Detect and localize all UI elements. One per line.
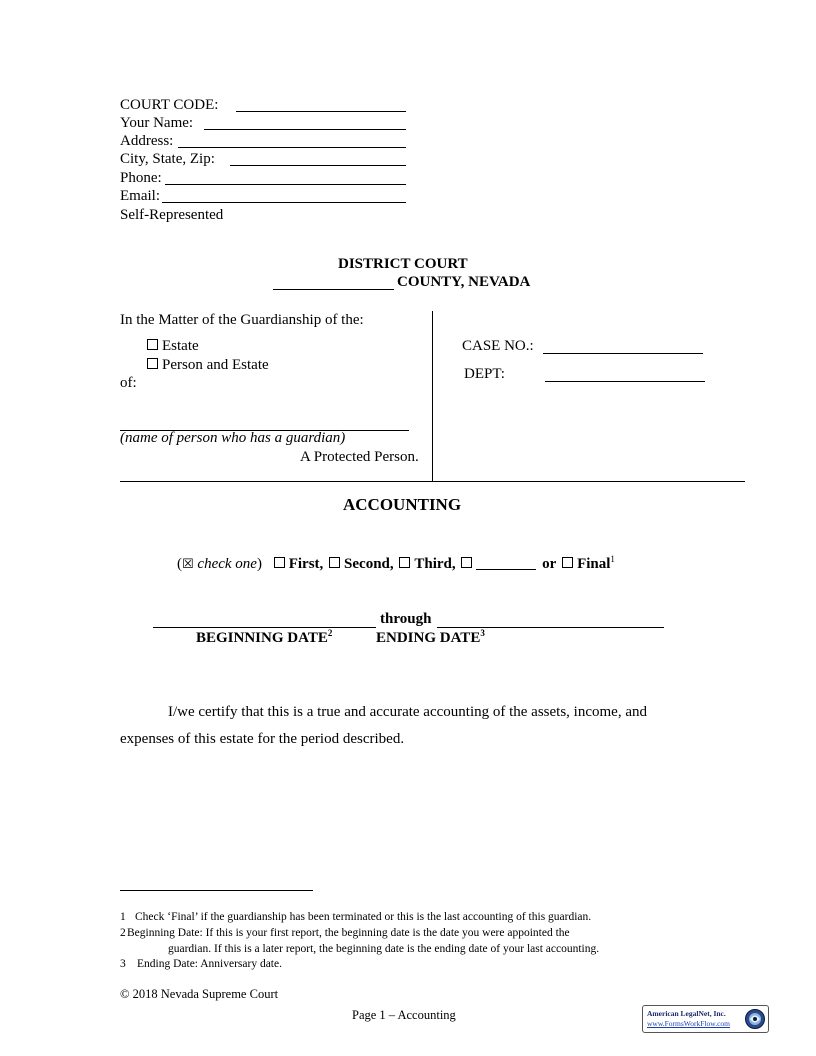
third-checkbox[interactable] bbox=[399, 557, 410, 568]
final-label: Final bbox=[577, 556, 611, 572]
self-represented-label: Self-Represented bbox=[120, 207, 224, 223]
estate-label: Estate bbox=[162, 338, 199, 354]
estate-option[interactable] bbox=[147, 337, 199, 355]
second-checkbox[interactable] bbox=[329, 557, 340, 568]
court-code-line[interactable] bbox=[236, 111, 406, 112]
footnote-3-text: Ending Date: Anniversary date. bbox=[137, 958, 282, 970]
ending-date-text: ENDING DATE bbox=[376, 630, 481, 646]
checked-box-icon: ☒ bbox=[182, 557, 194, 572]
your-name-line[interactable] bbox=[204, 129, 406, 130]
dept-line[interactable] bbox=[545, 381, 705, 382]
email-line[interactable] bbox=[162, 202, 406, 203]
person-estate-checkbox[interactable] bbox=[147, 358, 158, 369]
caption-divider-horizontal bbox=[120, 481, 745, 482]
other-blank-line[interactable] bbox=[476, 557, 536, 570]
ending-date-label bbox=[376, 629, 485, 647]
beginning-date-line[interactable] bbox=[153, 627, 376, 628]
footnote-1-number: 1 bbox=[120, 911, 126, 923]
legalnet-logo[interactable] bbox=[642, 1005, 769, 1033]
close-paren: ) bbox=[256, 556, 262, 572]
second-label: Second, bbox=[344, 556, 394, 572]
court-code-label: COURT CODE: bbox=[120, 97, 219, 113]
footnote-3 bbox=[120, 957, 282, 971]
protected-person-text: A Protected Person. bbox=[300, 449, 419, 465]
beginning-footnote-ref: 2 bbox=[327, 628, 333, 638]
person-estate-label: Person and Estate bbox=[162, 357, 269, 373]
phone-line[interactable] bbox=[165, 184, 406, 185]
city-state-zip-line[interactable] bbox=[230, 165, 406, 166]
city-state-zip-label: City, State, Zip: bbox=[120, 151, 215, 167]
page-number-text: Page 1 – Accounting bbox=[352, 1008, 456, 1022]
first-label: First, bbox=[288, 556, 324, 572]
other-checkbox[interactable] bbox=[461, 557, 472, 568]
county-line[interactable] bbox=[273, 289, 394, 290]
check-one-text: check one bbox=[193, 556, 257, 572]
your-name-label: Your Name: bbox=[120, 115, 194, 131]
certify-line-2: expenses of this estate for the period described. bbox=[120, 731, 405, 747]
copyright-text: © 2018 Nevada Supreme Court bbox=[120, 987, 279, 1001]
footnote-1-text: Check ‘Final’ if the guardianship has been terminated or this is the last accounting of this guardian. bbox=[135, 911, 592, 923]
footnote-separator bbox=[120, 890, 313, 891]
guardianship-matter-text: In the Matter of the Guardianship of the: bbox=[120, 312, 364, 328]
logo-company-text: American LegalNet, Inc. bbox=[647, 1009, 726, 1018]
third-label: Third, bbox=[414, 556, 456, 572]
final-checkbox[interactable] bbox=[562, 557, 573, 568]
dept-label: DEPT: bbox=[464, 366, 505, 382]
logo-globe-icon bbox=[744, 1008, 766, 1030]
beginning-date-text: BEGINNING DATE bbox=[196, 630, 328, 646]
case-no-label: CASE NO.: bbox=[462, 338, 534, 354]
final-footnote-ref: 1 bbox=[610, 554, 615, 564]
footnote-1 bbox=[120, 910, 591, 924]
open-paren: ( bbox=[177, 556, 182, 572]
footnote-2 bbox=[120, 926, 570, 940]
footnote-3-number: 3 bbox=[120, 958, 126, 970]
phone-label: Phone: bbox=[120, 170, 162, 186]
logo-url-text: www.FormsWorkFlow.com bbox=[647, 1019, 731, 1028]
county-nevada-heading: COUNTY, NEVADA bbox=[397, 274, 531, 290]
ending-date-line[interactable] bbox=[437, 627, 664, 628]
district-court-heading: DISTRICT COURT bbox=[338, 256, 468, 272]
certify-line-1: I/we certify that this is a true and accurate accounting of the assets, income, and bbox=[168, 704, 647, 720]
footnote-2-number: 2 bbox=[120, 927, 126, 939]
beginning-date-label bbox=[196, 629, 332, 647]
person-estate-option[interactable] bbox=[147, 356, 269, 374]
estate-checkbox[interactable] bbox=[147, 339, 158, 350]
document-title: ACCOUNTING bbox=[343, 495, 462, 514]
email-label: Email: bbox=[120, 188, 160, 204]
footnote-2-text-a: Beginning Date: If this is your first report, the beginning date is the date you were appointed the bbox=[127, 927, 570, 939]
or-text: or bbox=[542, 556, 557, 572]
first-checkbox[interactable] bbox=[274, 557, 285, 568]
through-text: through bbox=[380, 611, 432, 627]
of-label: of: bbox=[120, 375, 137, 391]
name-hint-text: (name of person who has a guardian) bbox=[120, 430, 346, 446]
ending-footnote-ref: 3 bbox=[480, 628, 485, 638]
caption-divider-vertical bbox=[432, 311, 433, 481]
footnote-2-text-b: guardian. If this is a later report, the beginning date is the ending date of your last accounting. bbox=[168, 943, 600, 955]
accounting-type-row bbox=[177, 555, 615, 574]
address-label: Address: bbox=[120, 133, 174, 149]
case-no-line[interactable] bbox=[543, 353, 703, 354]
address-line[interactable] bbox=[178, 147, 406, 148]
